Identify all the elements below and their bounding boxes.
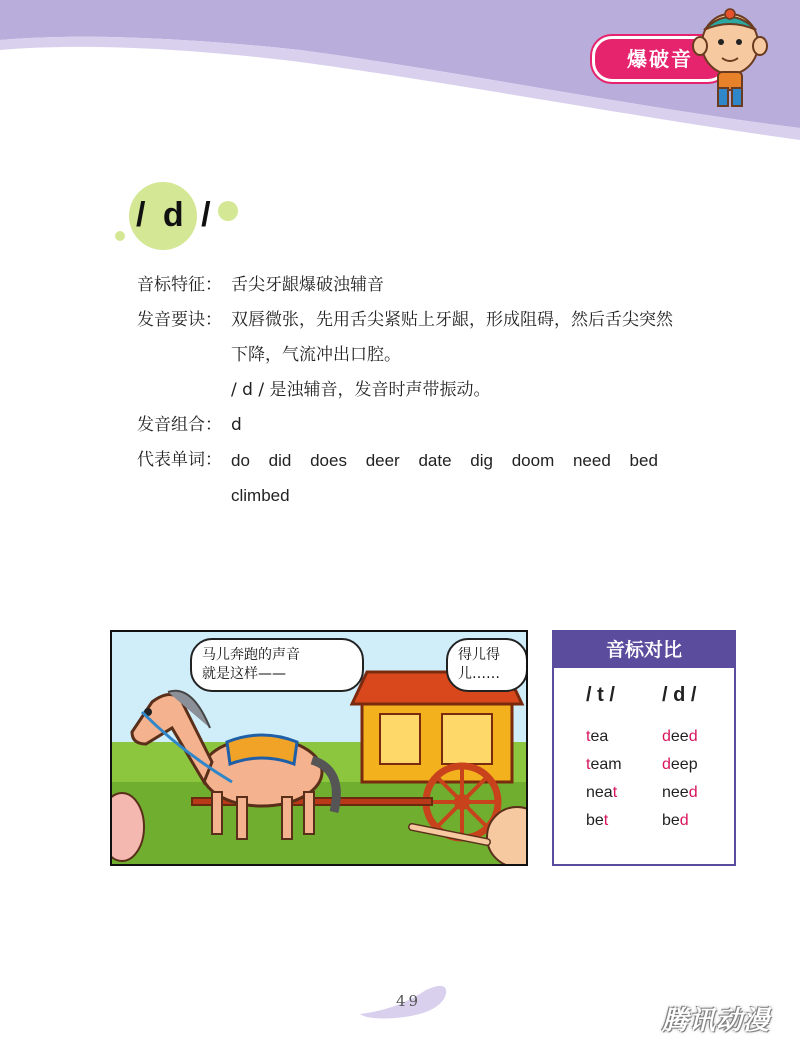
info-section: [137, 268, 757, 513]
speech-bubble-2-text: 得儿得 儿……: [458, 647, 500, 682]
speech-bubble-1-text: 马儿奔跑的声音 就是这样——: [202, 647, 300, 682]
word-item: does: [310, 451, 347, 470]
feature-label: 音标特征：: [137, 275, 222, 295]
words-label: 代表单词：: [137, 450, 222, 470]
watermark: 腾讯动漫: [662, 1006, 771, 1036]
comparison-title: 音标对比: [554, 632, 734, 668]
word-item: deer: [365, 451, 400, 470]
feature-row: [137, 268, 757, 303]
tips-line-1: 双唇微张，先用舌尖紧贴上牙龈，形成阻碍，然后舌尖突然: [231, 310, 673, 330]
compare-word: neat: [586, 784, 618, 801]
category-badge-label: 爆破音: [627, 47, 693, 71]
compare-word: team: [586, 756, 622, 773]
combo-row: [137, 408, 757, 443]
compare-word: bed: [662, 812, 689, 829]
page-number: 49: [396, 992, 422, 1010]
combo-value: d: [231, 415, 242, 435]
word-item: need: [572, 451, 611, 470]
comic-panel: [110, 630, 528, 866]
combo-label: 发音组合：: [137, 415, 222, 435]
speech-bubble-2: [446, 638, 528, 692]
word-item: date: [418, 451, 452, 470]
word-item: did: [268, 451, 292, 470]
speech-bubble-1: [190, 638, 364, 692]
compare-word: bet: [586, 812, 609, 829]
compare-head-t: / t /: [586, 684, 615, 706]
word-item: do: [231, 451, 250, 470]
compare-word: deed: [662, 728, 698, 745]
word-item: doom: [511, 451, 555, 470]
word-item: bed: [629, 451, 658, 470]
compare-word: deep: [662, 756, 698, 773]
compare-word: need: [662, 784, 698, 801]
word-item: dig: [470, 451, 493, 470]
tips-label: 发音要诀：: [137, 310, 222, 330]
compare-head-d: / d /: [662, 684, 697, 706]
tips-line-3: / d / 是浊辅音，发音时声带振动。: [231, 380, 491, 400]
compare-column-d: [644, 684, 734, 835]
words-row: [137, 443, 757, 513]
tips-line-2: 下降，气流冲出口腔。: [231, 345, 401, 365]
feature-value: 舌尖牙龈爆破浊辅音: [231, 275, 384, 295]
word-item: climbed: [231, 486, 290, 505]
phonetic-title: / d /: [136, 196, 215, 234]
compare-column-t: [554, 684, 644, 835]
mascot-illustration: [690, 4, 770, 112]
comparison-box: [552, 630, 736, 866]
tips-row: [137, 303, 757, 408]
compare-word: tea: [586, 728, 609, 745]
